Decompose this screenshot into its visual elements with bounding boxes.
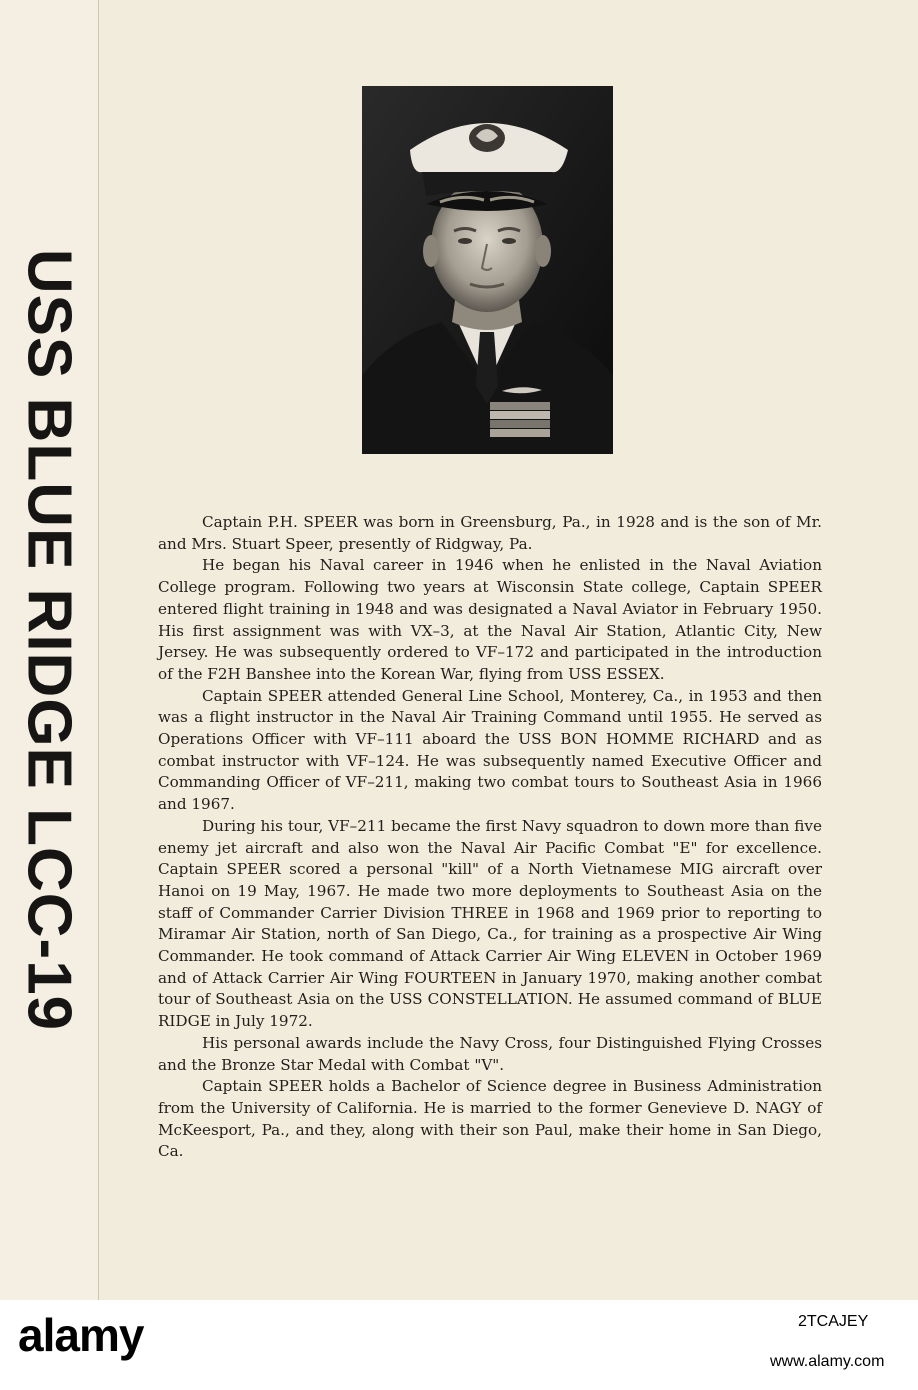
bio-paragraph: During his tour, VF–211 became the first Navy squadron to down more than five enemy jet aircraft and also won the Naval Air Pacific Combat "E" for excellence. Captain SPEER scored a personal "kill" of a North Vietnamese MIG aircraft over Hanoi on 19 May, 1967. He made two more deployments to Southeast Asia on the staff of Commander Carrier Division THREE in 1968 and 1969 prior to reporting to Miramar Air Station, north of San Diego, Ca., for training as a prospective Air Wing Commander. He took command of Attack Carrier Air Wing ELEVEN in October 1969 and of Attack Carrier Air Wing FOURTEEN in January 1970, making another combat tour of Southeast Asia on the USS CONSTELLATION. He assumed command of BLUE RIDGE in July 1972. xyxy=(158,816,822,1031)
bio-paragraph: Captain SPEER holds a Bachelor of Science degree in Business Administration from the University of California. He is married to the former Genevieve D. NAGY of McKeesport, Pa., and they, along with their son Paul, make their home in San Diego, Ca. xyxy=(158,1077,822,1161)
bio-paragraph: His personal awards include the Navy Cross, four Distinguished Flying Crosses and the Bronze Star Medal with Combat "V". xyxy=(158,1033,822,1074)
spine-strip xyxy=(0,0,99,1300)
captain-portrait-photo xyxy=(362,86,613,454)
image-id: 2TCAJEY xyxy=(798,1313,869,1330)
biography-text xyxy=(158,512,822,1163)
bio-paragraph: Captain SPEER attended General Line School, Monterey, Ca., in 1953 and then was a flight instructor in the Naval Air Training Command until 1955. He served as Operations Officer with VF–111 aboard the USS BON HOMME RICHARD and as combat instructor with VF–124. He was subsequently named Executive Officer and Commanding Officer of VF–211, making two combat tours to Southeast Asia in 1966 and 1967. xyxy=(158,686,822,814)
bio-paragraph: He began his Naval career in 1946 when he enlisted in the Naval Aviation College program. Following two years at Wisconsin State college, Captain SPEER entered flight training in 1948 and was designated a Naval Aviator in February 1950. His first assignment was with VX–3, at the Naval Air Station, Atlantic City, New Jersey. He was subsequently ordered to VF–172 and participated in the introduction of the F2H Banshee into the Korean War, flying from USS ESSEX. xyxy=(158,556,822,683)
spine-title: USS BLUE RIDGE LCC-19 xyxy=(14,248,84,1032)
alamy-logo: alamy xyxy=(18,1309,144,1361)
bio-paragraph: Captain P.H. SPEER was born in Greensburg, Pa., in 1928 and is the son of Mr. and Mrs. Stuart Speer, presently of Ridgway, Pa. xyxy=(158,513,822,553)
site-url: www.alamy.com xyxy=(770,1353,885,1370)
